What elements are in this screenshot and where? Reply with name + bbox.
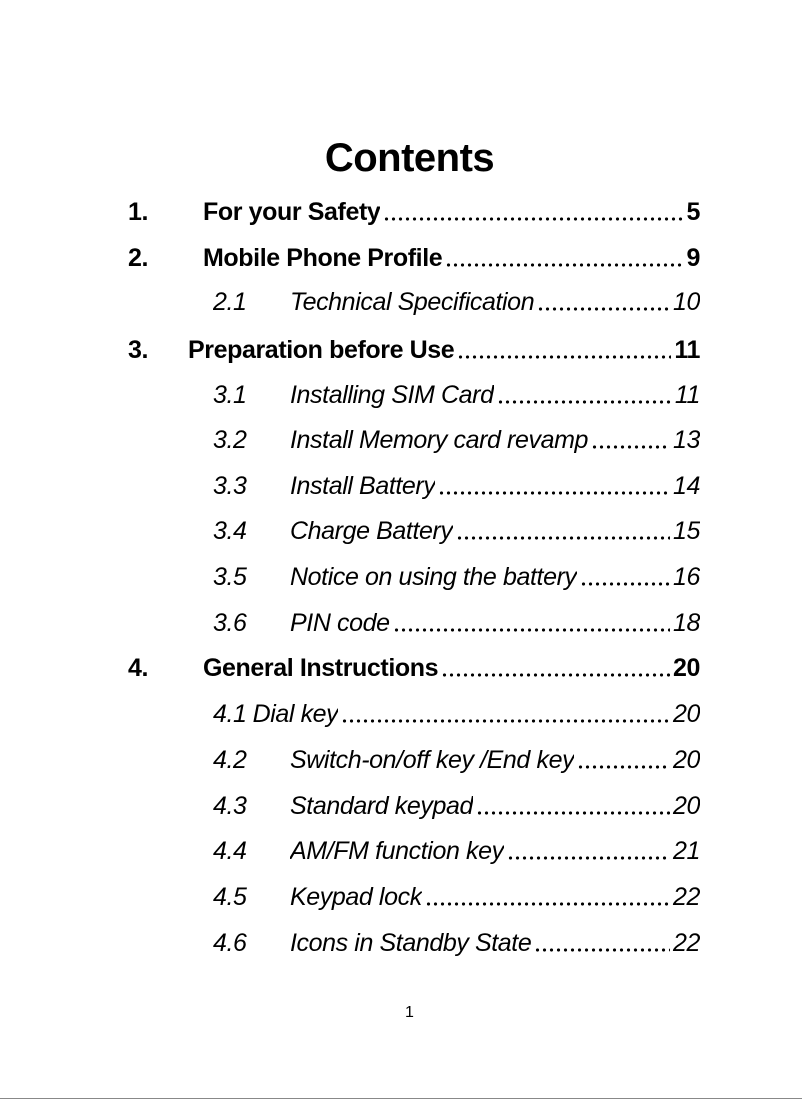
dot-leader — [591, 444, 670, 450]
dot-leader — [441, 672, 670, 678]
dot-leader — [456, 535, 670, 541]
toc-entry-number: 3. — [128, 336, 149, 364]
toc-entry-number: 2. — [128, 244, 149, 272]
toc-entry-number: 3.4 — [213, 517, 247, 545]
toc-entry-number: 3.3 — [213, 472, 247, 500]
dot-leader — [457, 354, 671, 360]
toc-entry-page: 22 — [672, 883, 700, 911]
toc-entry-page: 22 — [672, 929, 700, 957]
toc-entry-page: 16 — [672, 563, 700, 591]
toc-entry-number: 4.1 — [213, 700, 247, 728]
toc-entry-title: PIN code — [290, 609, 390, 637]
toc-entry-title: Switch-on/off key /End key — [290, 746, 575, 774]
toc-entry[interactable] — [213, 466, 700, 506]
dot-leader — [425, 901, 670, 907]
toc-entry-page: 21 — [672, 837, 700, 865]
toc-entry-title: Notice on using the battery — [290, 563, 577, 591]
toc-entry-number: 4.3 — [213, 792, 247, 820]
toc-entry-title: Keypad lock — [290, 883, 422, 911]
toc-entry-title: Icons in Standby State — [290, 929, 532, 957]
toc-entry-title: General Instructions — [203, 654, 439, 682]
toc-entry-title: Charge Battery — [290, 517, 453, 545]
toc-entry[interactable] — [213, 923, 700, 963]
toc-entry-number: 1. — [128, 198, 149, 226]
toc-entry-number: 4. — [128, 654, 149, 682]
toc-entry-title: Mobile Phone Profile — [203, 244, 443, 272]
page-title: Contents — [324, 136, 495, 180]
toc-entry-page: 20 — [672, 746, 700, 774]
dot-leader — [577, 764, 670, 770]
toc-entry-number: 4.5 — [213, 883, 247, 911]
toc-entry-title: Install Battery — [290, 472, 436, 500]
toc-entry[interactable] — [213, 557, 700, 597]
toc-entry-page: 13 — [672, 426, 700, 454]
toc-entry[interactable] — [213, 831, 700, 871]
toc-entry[interactable] — [213, 603, 700, 643]
toc-entry-page: 11 — [674, 381, 700, 409]
dot-leader — [393, 627, 670, 633]
toc-entry[interactable] — [128, 238, 700, 278]
toc-entry-number: 3.1 — [213, 381, 247, 409]
toc-entry-number: 4.6 — [213, 929, 247, 957]
dot-leader — [580, 581, 670, 587]
toc-entry-page: 9 — [686, 244, 700, 272]
toc-entry-number: 3.5 — [213, 563, 247, 591]
toc-entry-number: 2.1 — [213, 288, 247, 316]
toc-entry-page: 10 — [672, 288, 700, 316]
toc-entry-number: 4.2 — [213, 746, 247, 774]
toc-entry[interactable] — [213, 282, 700, 322]
toc-entry[interactable] — [213, 375, 700, 415]
toc-entry-title: Install Memory card revamp — [290, 426, 589, 454]
dot-leader — [445, 262, 683, 268]
dot-leader — [341, 718, 670, 724]
toc-entry[interactable] — [213, 786, 700, 826]
toc-entry-number: 3.2 — [213, 426, 247, 454]
toc-entry-number: 4.4 — [213, 837, 247, 865]
toc-entry-number: 3.6 — [213, 609, 247, 637]
toc-entry-page: 15 — [672, 517, 700, 545]
toc-entry-title: Installing SIM Card — [290, 381, 494, 409]
page-divider — [0, 1098, 802, 1099]
dot-leader — [534, 947, 670, 953]
toc-entry-page: 11 — [674, 336, 700, 364]
toc-entry[interactable] — [213, 694, 700, 734]
toc-entry[interactable] — [128, 330, 700, 370]
dot-leader — [476, 810, 670, 816]
toc-entry-page: 5 — [686, 198, 700, 226]
dot-leader — [438, 490, 670, 496]
toc-entry-page: 20 — [672, 654, 700, 682]
toc-entry[interactable] — [213, 511, 700, 551]
toc-entry-title: Preparation before Use — [188, 336, 455, 364]
toc-entry[interactable] — [213, 877, 700, 917]
toc-entry[interactable] — [213, 740, 700, 780]
toc-entry-page: 20 — [672, 792, 700, 820]
toc-entry-page: 20 — [672, 700, 700, 728]
dot-leader — [497, 399, 672, 405]
toc-entry-page: 18 — [672, 609, 700, 637]
dot-leader — [383, 216, 683, 222]
toc-entry[interactable] — [213, 420, 700, 460]
toc-entry-title: AM/FM function key — [290, 837, 504, 865]
toc-entry-title: Dial key — [252, 700, 339, 728]
toc-entry-title: Technical Specification — [290, 288, 535, 316]
toc-entry-title: For your Safety — [203, 198, 381, 226]
dot-leader — [507, 855, 670, 861]
toc-entry[interactable] — [128, 192, 700, 232]
toc-entry-page: 14 — [672, 472, 700, 500]
toc-entry[interactable] — [128, 648, 700, 688]
dot-leader — [537, 306, 670, 312]
toc-entry-title: Standard keypad — [290, 792, 474, 820]
page-number: 1 — [405, 1004, 414, 1021]
